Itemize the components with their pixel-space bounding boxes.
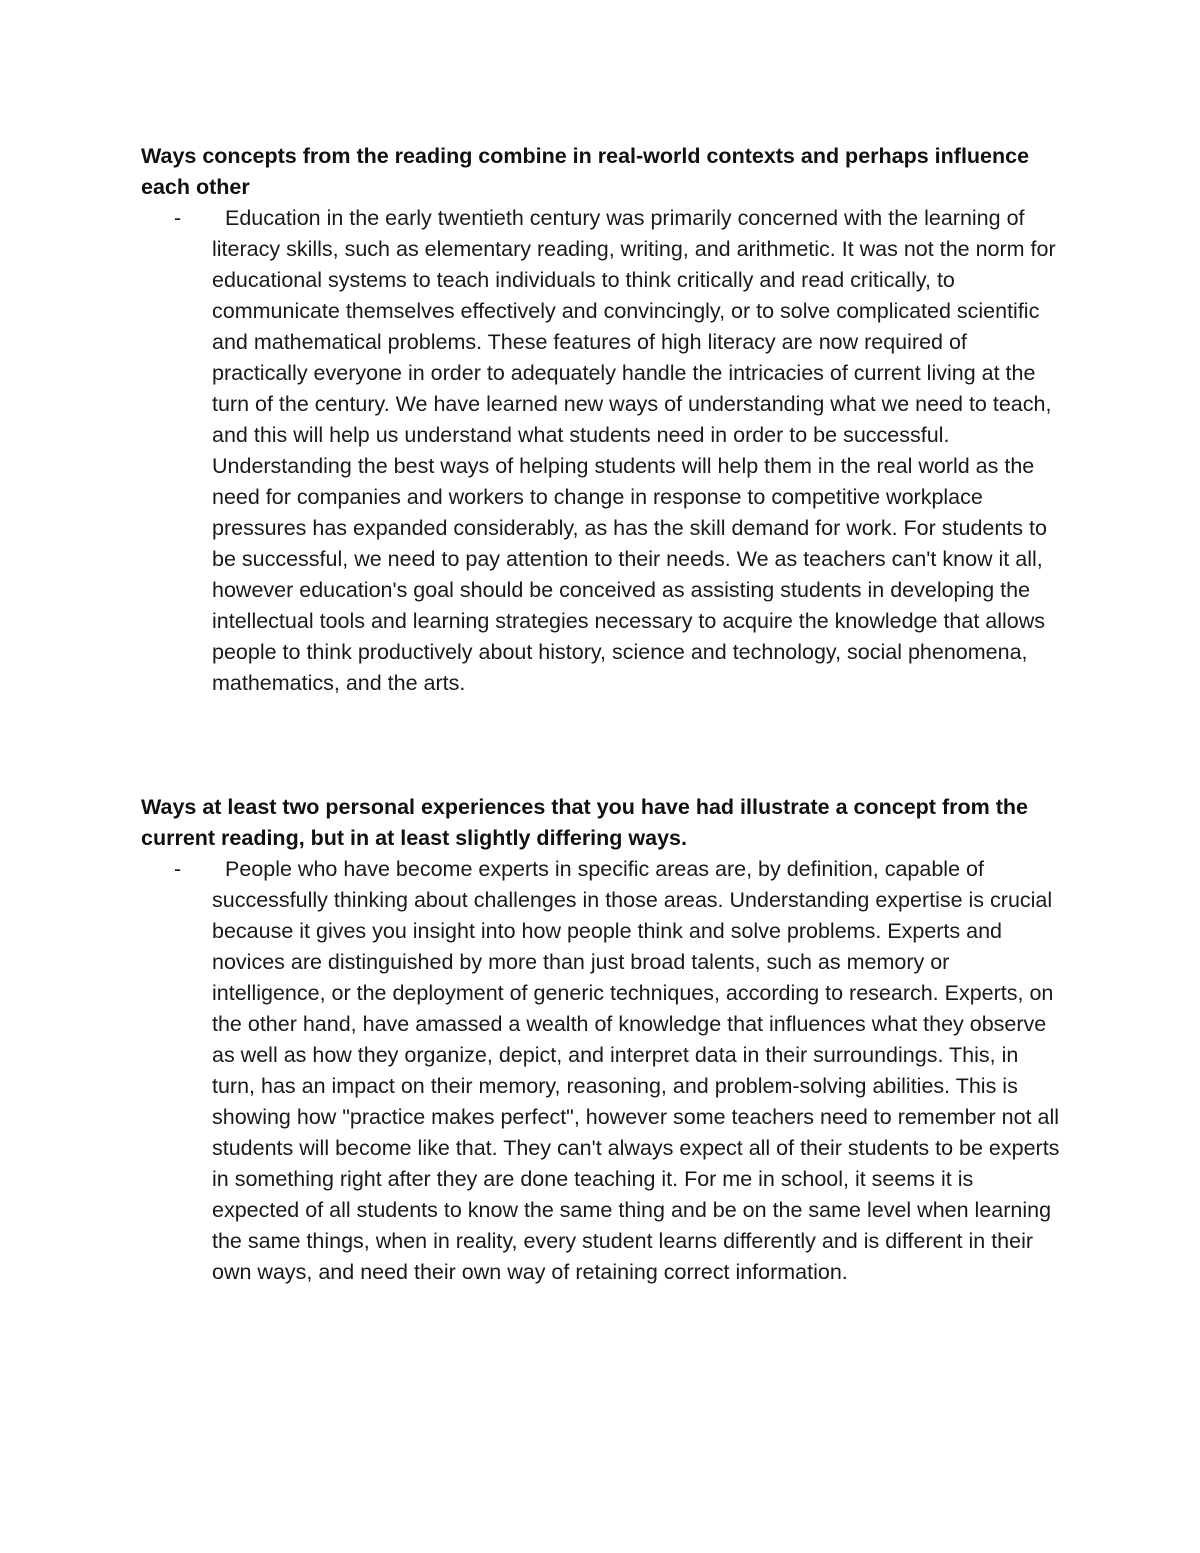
bullet-list [141, 854, 1061, 1288]
section-personal-experiences [141, 792, 1061, 1288]
dash-bullet-icon: - [174, 206, 182, 230]
section-heading: Ways at least two personal experiences that you have had illustrate a concept from the current reading, but in at least slightly differing ways. [141, 795, 1028, 850]
list-item [141, 203, 1061, 699]
bullet-list [141, 203, 1061, 699]
dash-bullet-icon: - [174, 857, 182, 881]
section-real-world-contexts [141, 141, 1061, 699]
section-heading: Ways concepts from the reading combine in real-world contexts and perhaps influence each other [141, 144, 1030, 199]
paragraph-text: Education in the early twentieth century was primarily concerned with the learning of literacy skills, such as elementary reading, writing, and arithmetic. It was not the norm for educational systems to teach individuals to think critically and read critically, to communicate themselves effectively and convincingly, or to solve complicated scientific and mathematical problems. These features of high literacy are now required of practically everyone in order to adequately handle the intricacies of current living at the turn of the century. We have learned new ways of understanding what we need to teach, and this will help us understand what students need in order to be successful. Understanding the best ways of helping students will help them in the real world as the need for companies and workers to change in response to competitive workplace pressures has expanded considerably, as has the skill demand for work. For students to be successful, we need to pay attention to their needs. We as teachers can't know it all, however education's goal should be conceived as assisting students in developing the intellectual tools and learning strategies necessary to acquire the knowledge that allows people to think productively about history, science and technology, social phenomena, mathematics, and the arts. [212, 206, 1056, 695]
paragraph-text: People who have become experts in specific areas are, by definition, capable of successfully thinking about challenges in those areas. Understanding expertise is crucial because it gives you insight into how people think and solve problems. Experts and novices are distinguished by more than just broad talents, such as memory or intelligence, or the deployment of generic techniques, according to research. Experts, on the other hand, have amassed a wealth of knowledge that influences what they observe as well as how they organize, depict, and interpret data in their surroundings. This, in turn, has an impact on their memory, reasoning, and problem-solving abilities. This is showing how "practice makes perfect", however some teachers need to remember not all students will become like that. They can't always expect all of their students to be experts in something right after they are done teaching it. For me in school, it seems it is expected of all students to know the same thing and be on the same level when learning the same things, when in reality, every student learns differently and is different in their own ways, and need their own way of retaining correct information. [212, 857, 1060, 1284]
list-item [141, 854, 1061, 1288]
